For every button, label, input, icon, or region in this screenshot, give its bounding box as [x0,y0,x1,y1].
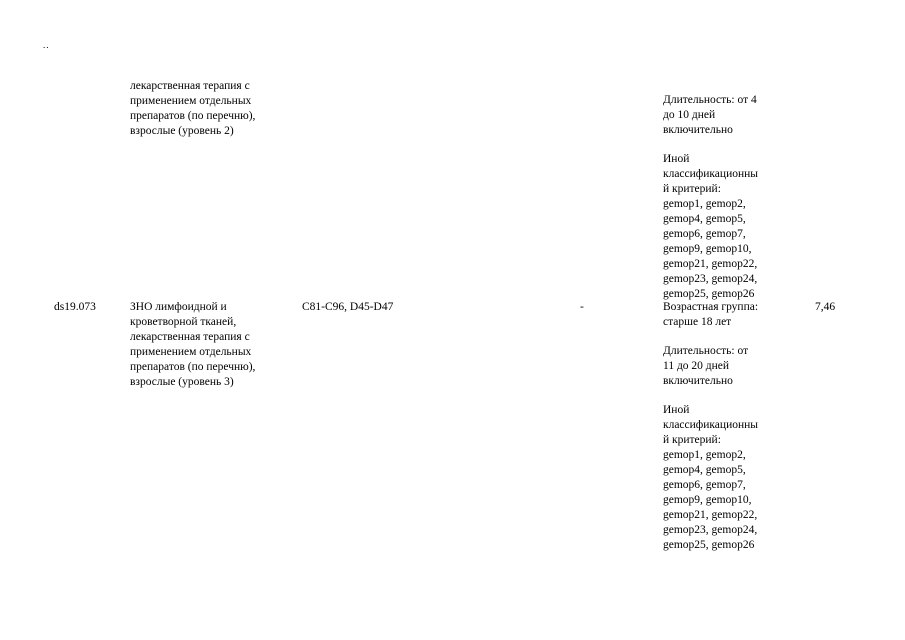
row-age-group [663,300,758,330]
text-line: взрослые (уровень 2) [130,125,234,137]
text-line: применением отдельных [130,95,252,107]
row-procedure: - [580,301,584,313]
prev-row-name [130,79,255,139]
text-line: кроветворной тканей, [130,316,237,328]
text-line: й критерий: [663,434,721,446]
text-line: до 10 дней [663,109,716,121]
text-line: ЗНО лимфоидной и [130,301,227,313]
text-line: Длительность: от [663,345,749,357]
text-line: включительно [663,124,733,136]
text-line: Иной [663,404,690,416]
row-code: ds19.073 [54,301,96,313]
text-line: включительно [663,375,733,387]
text-line: gemop6, gemop7, [663,479,746,491]
text-line: gemop21, gemop22, [663,258,758,270]
text-line: gemop25, gemop26 [663,288,755,300]
text-line: Иной [663,153,690,165]
text-line: препаратов (по перечню), [130,361,256,373]
row-criteria [663,403,758,553]
prev-row-criteria [663,152,758,302]
row-coefficient: 7,46 [815,301,836,313]
text-line: gemop1, gemop2, [663,198,746,210]
text-line: классификационны [663,168,759,180]
text-line: Длительность: от 4 [663,94,757,106]
text-line: классификационны [663,419,759,431]
prev-row-duration [663,93,757,138]
text-line: gemop6, gemop7, [663,228,746,240]
text-line: лекарственная терапия с [130,80,250,92]
text-line: старше 18 лет [663,316,732,328]
text-line: gemop4, gemop5, [663,213,746,225]
text-line: gemop23, gemop24, [663,273,758,285]
page-marker: .. [43,40,50,50]
text-line: взрослые (уровень 3) [130,376,234,388]
text-line: 11 до 20 дней [663,360,730,372]
text-line: применением отдельных [130,346,252,358]
text-line: лекарственная терапия с [130,331,250,343]
text-line: gemop9, gemop10, [663,243,752,255]
text-line: gemop9, gemop10, [663,494,752,506]
text-line: й критерий: [663,183,721,195]
text-line: gemop1, gemop2, [663,449,746,461]
text-line: Возрастная группа: [663,301,759,313]
text-line: gemop4, gemop5, [663,464,746,476]
row-icd-codes: C81-C96, D45-D47 [302,301,394,313]
text-line: gemop25, gemop26 [663,539,755,551]
text-line: gemop23, gemop24, [663,524,758,536]
row-duration [663,344,748,389]
text-line: препаратов (по перечню), [130,110,256,122]
text-line: gemop21, gemop22, [663,509,758,521]
row-name [130,300,255,390]
